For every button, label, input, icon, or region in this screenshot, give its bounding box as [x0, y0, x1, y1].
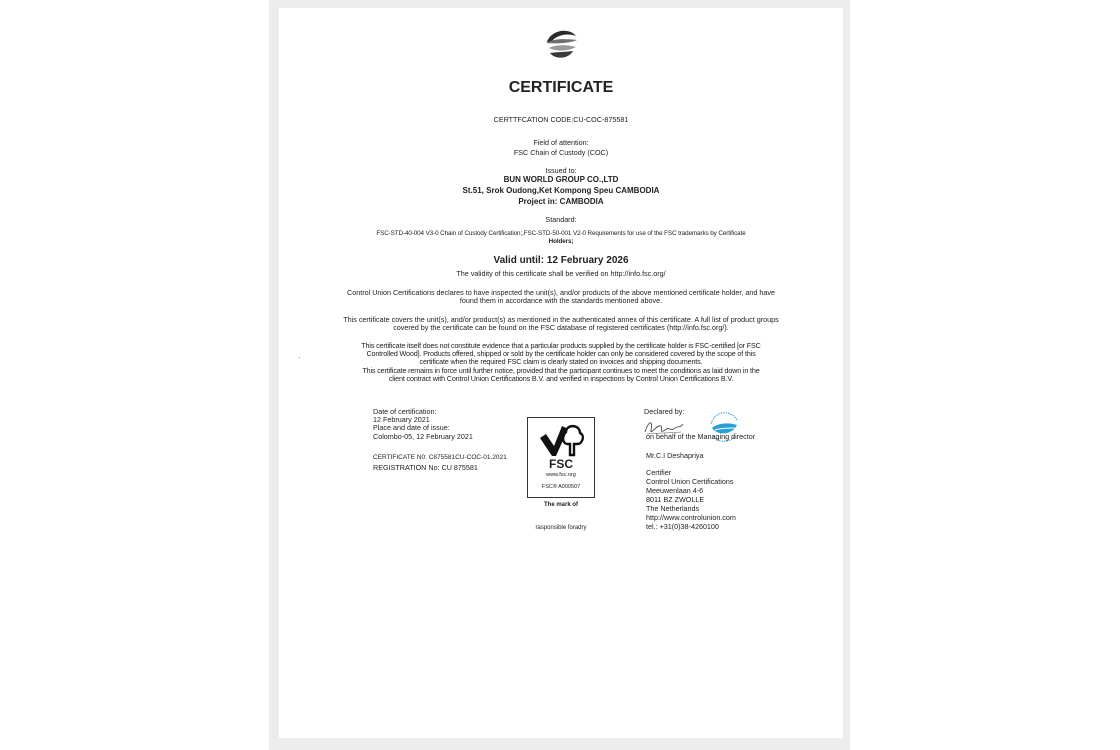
issued-to-label: Issued to:: [545, 166, 577, 175]
certificate-title: CERTIFICATE: [508, 79, 614, 96]
issued-project: Project in: CAMBODIA: [518, 197, 604, 206]
field-of-attention-label: Field of attention:: [533, 138, 589, 147]
standard-text: [279, 230, 843, 246]
valid-until: Valid until: 12 February 2026: [493, 255, 629, 266]
control-union-wave-logo-icon: [543, 28, 579, 62]
declared-by-label: Declared by:: [644, 407, 685, 416]
place-of-issue-value: Colombo-05, 12 February 2021: [373, 432, 473, 441]
declaration-line: This certificate covers the unit(s), and/or product(s) as mentioned in the authenticated annex of this certificate. A full list of product groups: [343, 315, 779, 324]
standard-line: FSC-STD-40-004 V3-0 Chain of Custody Certification;,FSC-STD-50-001 V2-0 Requirements for use of the FSC trademarks by Certificate: [376, 230, 746, 237]
certifier-label: Certifier: [646, 468, 672, 477]
control-union-seal-icon: [703, 406, 745, 448]
declaration-line: Control Union Certifications declares to have inspected the unit(s), and/or products of the above mentioned certificate holder, and have: [347, 288, 775, 297]
signatory-name: Mr.C.I Deshapriya: [646, 451, 704, 460]
certifier-org: Control Union Certifications: [646, 477, 734, 486]
field-of-attention-value: FSC Chain of Custody (COC): [513, 148, 609, 157]
issued-address: St.51, Srok Oudong,Ket Kompong Speu CAMBODIA: [462, 186, 660, 195]
declaration-line: certificate when the required FSC claim is clearly stated on invoices and shipping documents.: [419, 357, 703, 367]
date-of-certification-label: Date of certification:: [373, 407, 437, 416]
fsc-logo-text: FSC: [549, 457, 573, 471]
certifier-country: The Netherlands: [646, 504, 700, 513]
certifier-url: http://www.controlunion.com: [646, 513, 736, 522]
certifier-tel: tel.: +31(0)38-4260100: [646, 522, 719, 531]
declaration-line: found them in accordance with the standards mentioned above.: [459, 296, 663, 306]
validity-note: The validity of this certificate shall be verified on http://info.fsc.org/: [456, 269, 666, 278]
fsc-checkmark-tree-icon: [536, 422, 586, 458]
declaration-paragraph-1: [279, 289, 843, 305]
declaration-line: This certificate remains in force until further notice, provided that the participant continues to meet the conditions as laid down in the: [362, 365, 760, 375]
fsc-mark-caption-2: rasponsible foradry: [535, 525, 587, 531]
date-of-certification-value: 12 February 2021: [373, 415, 430, 424]
stray-dot: [299, 357, 300, 358]
fsc-mark-caption: The mark of: [543, 502, 578, 508]
standard-line: Holders;: [548, 238, 574, 245]
certificate-number: CERTIFICATE N0: C875581CU-COC-01.2021: [373, 454, 507, 461]
certification-code: CERTTFCATION CODE:CU-COC-875581: [493, 115, 629, 124]
declaration-line: Controlled Wood]. Products offered, shipped or sold by the certificate holder can only be considered covered by the scope of this: [366, 349, 756, 359]
declaration-paragraph-2: [279, 316, 843, 332]
declaration-paragraph-3: [279, 342, 843, 383]
fsc-license: FSC® A000507: [541, 484, 581, 490]
standard-label: Standard:: [545, 215, 577, 224]
declaration-line: This certificate itself does not constitute evidence that a particular products supplied by the certificate holder is FSC-certified [or FSC: [361, 341, 761, 350]
issued-company: BUN WORLD GROUP CO.,LTD: [503, 175, 619, 184]
certifier-street: Meeuwenlaan 4-6: [646, 486, 704, 495]
place-of-issue-label: Place and date of issue:: [373, 423, 450, 432]
declaration-line: covered by the certificate can be found on the FSC database of registered certificates (http://info.fsc.org/).: [393, 323, 729, 333]
certifier-postcode: 8011 BZ ZWOLLE: [646, 495, 705, 504]
fsc-website: www.fsc.org: [546, 472, 576, 478]
declaration-line: client contract with Control Union Certifications B.V. and verified in inspections by Control Union Certifications B.V.: [388, 373, 734, 383]
certificate-page: [279, 8, 843, 738]
fsc-mark-box: [527, 417, 595, 498]
registration-number: REGISTRATION No: CU 875581: [373, 463, 478, 472]
on-behalf-text: on behalf of the Managing director: [646, 432, 756, 441]
